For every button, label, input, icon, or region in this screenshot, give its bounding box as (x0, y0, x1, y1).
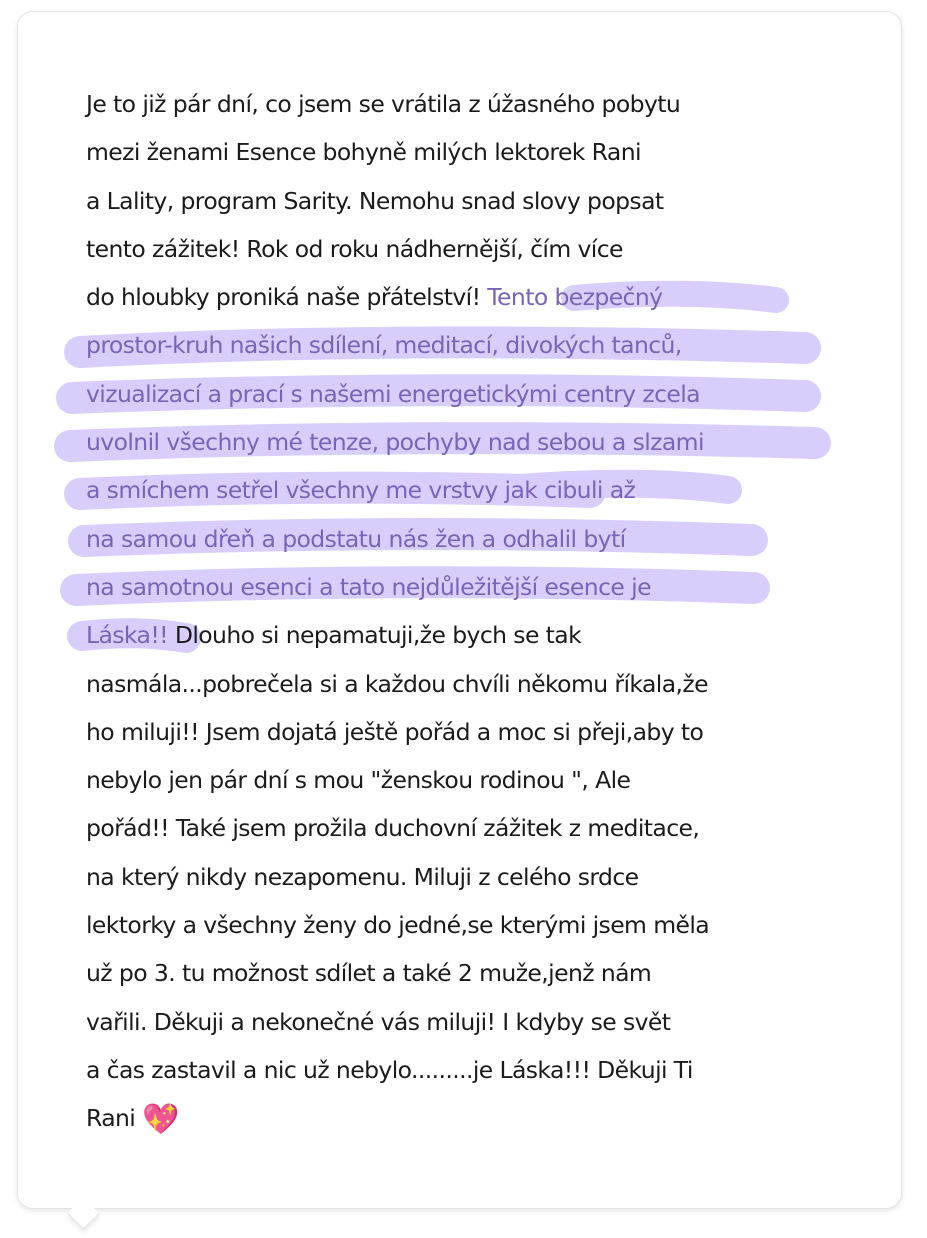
review-line: lektorky a všechny ženy do jedné,se kterými jsem měla (86, 911, 710, 940)
highlighted-line: a smíchem setřel všechny me vrstvy jak cibuli až (86, 476, 636, 505)
review-line: vařili. Děkuji a nekonečné vás miluji! I kdyby se svět (86, 1007, 671, 1036)
highlighted-line: uvolnil všechny mé tenze, pochyby nad sebou a slzami (86, 428, 704, 457)
review-line: a Lality, program Sarity. Nemohu snad slovy popsat (86, 186, 664, 215)
review-text-segment: do hloubky proniká naše přátelství! (86, 283, 488, 312)
highlighted-line: prostor-kruh našich sdílení, meditací, divokých tanců, (86, 331, 682, 360)
review-line: na který nikdy nezapomenu. Miluji z celého srdce (86, 862, 639, 891)
highlighted-line: na samotnou esenci a tato nejdůležitější esence je (86, 572, 651, 601)
review-text (86, 80, 866, 1143)
highlighted-line: na samou dřeň a podstatu nás žen a odhalil bytí (86, 524, 626, 553)
review-line: ho miluji!! Jsem dojatá ještě pořád a moc si přeji,aby to (86, 717, 704, 746)
review-line: mezi ženami Esence bohyně milých lektorek Rani (86, 138, 641, 167)
review-line: nasmála...pobrečela si a každou chvíli někomu říkala,že (86, 669, 708, 698)
review-line: Je to již pár dní, co jsem se vrátila z úžasného pobytu (86, 90, 681, 118)
review-line: a čas zastavil a nic už nebylo.........je Láska!!! Děkuji Ti (86, 1055, 693, 1084)
review-text-segment: Rani (86, 1104, 143, 1133)
highlighted-line: vizualizací a prací s našemi energetickými centry zcela (86, 379, 700, 408)
review-line (86, 1094, 866, 1142)
review-text-segment: Dlouho si nepamatuji,že bych se tak (167, 621, 582, 650)
highlighted-text: Tento bezpečný (487, 283, 663, 312)
review-line (86, 273, 866, 321)
review-line (86, 611, 866, 659)
review-line: už po 3. tu možnost sdílet a také 2 muže,jenž nám (86, 959, 652, 988)
highlighted-text: Láska!! (86, 621, 168, 650)
review-line: tento zážitek! Rok od roku nádhernější, čím více (86, 234, 623, 263)
review-line: nebylo jen pár dní s mou "ženskou rodinou ", Ale (86, 766, 631, 795)
review-line: pořád!! Také jsem prožila duchovní zážitek z meditace, (86, 814, 700, 843)
sparkling-heart-icon: 💖 (142, 1102, 179, 1138)
